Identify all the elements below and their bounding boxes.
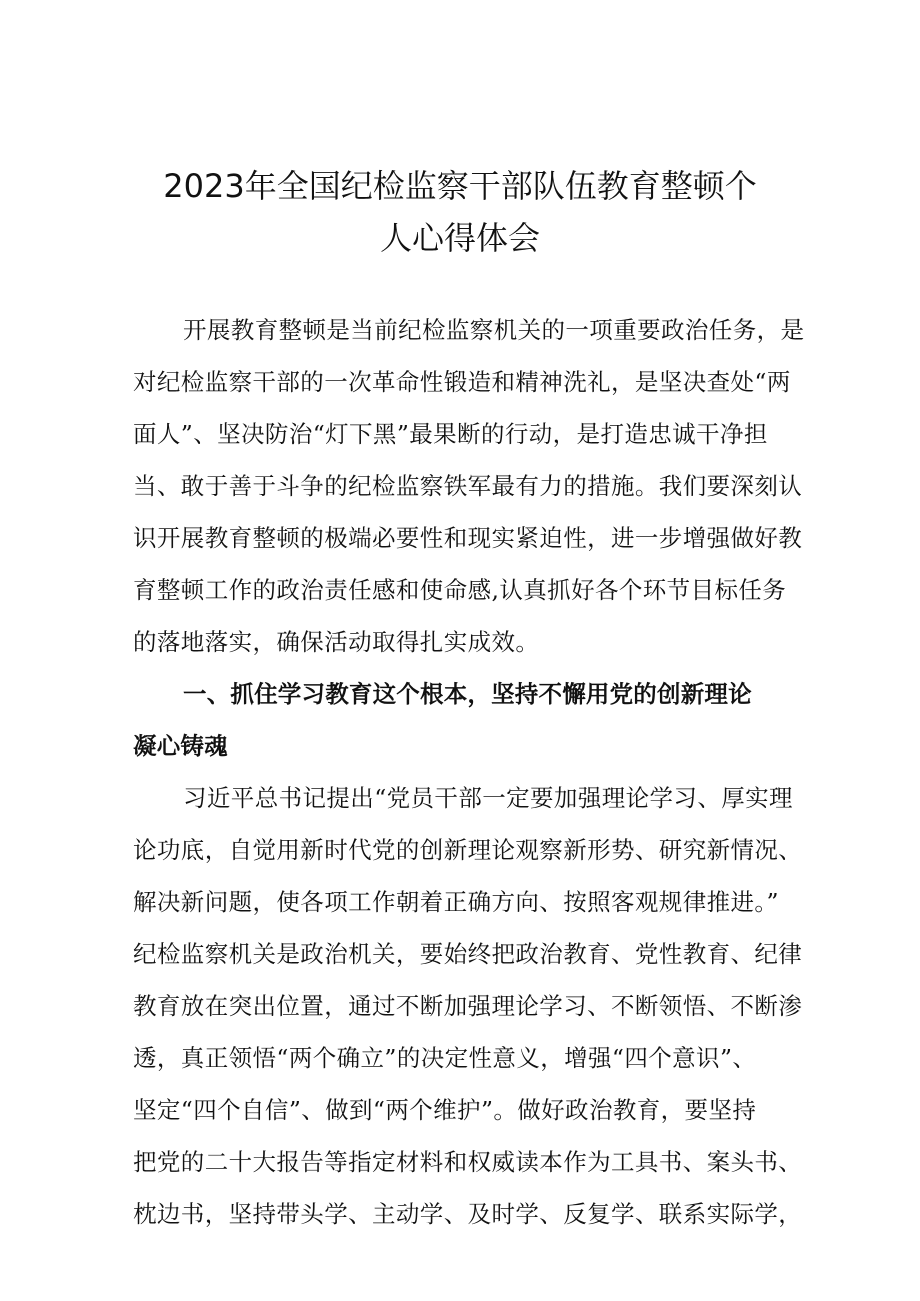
paragraph-2-line: 把党的二十大报告等指定材料和权威读本作为工具书、案头书、 bbox=[133, 1148, 803, 1176]
paragraph-2-line: 枕边书，坚持带头学、主动学、及时学、反复学、联系实际学， bbox=[133, 1200, 803, 1228]
paragraph-1-line: 当、敢于善于斗争的纪检监察铁军最有力的措施。我们要深刻认 bbox=[133, 472, 803, 500]
paragraph-2-line: 习近平总书记提出“党员干部一定要加强理论学习、厚实理 bbox=[183, 784, 793, 812]
paragraph-2-line: 坚定“四个自信”、做到“两个维护”。做好政治教育，要坚持 bbox=[133, 1096, 757, 1124]
document-title-line-2: 人心得体会 bbox=[379, 219, 540, 257]
paragraph-2-line: 解决新问题，使各项工作朝着正确方向、按照客观规律推进。” bbox=[133, 888, 779, 916]
paragraph-1-line: 的落地落实，确保活动取得扎实成效。 bbox=[133, 628, 540, 656]
section-1-heading-line: 一、抓住学习教育这个根本，坚持不懈用党的创新理论 bbox=[183, 680, 752, 708]
paragraph-2-line: 论功底，自觉用新时代党的创新理论观察新形势、研究新情况、 bbox=[133, 836, 803, 864]
section-1-heading-line: 凝心铸魂 bbox=[133, 732, 228, 760]
paragraph-1-line: 面人”、坚决防治“灯下黑”最果断的行动，是打造忠诚干净担 bbox=[133, 420, 768, 448]
paragraph-2-line: 透，真正领悟“两个确立”的决定性意义，增强“四个意识”、 bbox=[133, 1044, 757, 1072]
document-title-line-1: 2023年全国纪检监察干部队伍教育整顿个 bbox=[163, 167, 757, 205]
paragraph-2-line: 教育放在突出位置，通过不断加强理论学习、不断领悟、不断渗 bbox=[133, 992, 803, 1020]
paragraph-1-line: 育整顿工作的政治责任感和使命感,认真抓好各个环节目标任务 bbox=[133, 576, 787, 604]
paragraph-1-line: 识开展教育整顿的极端必要性和现实紧迫性，进一步增强做好教 bbox=[133, 524, 803, 552]
paragraph-2-line: 纪检监察机关是政治机关，要始终把政治教育、党性教育、纪律 bbox=[133, 940, 803, 968]
paragraph-1-line: 对纪检监察干部的一次革命性锻造和精神洗礼，是坚决查处“两 bbox=[133, 368, 791, 396]
paragraph-1-line: 开展教育整顿是当前纪检监察机关的一项重要政治任务，是 bbox=[183, 316, 805, 344]
